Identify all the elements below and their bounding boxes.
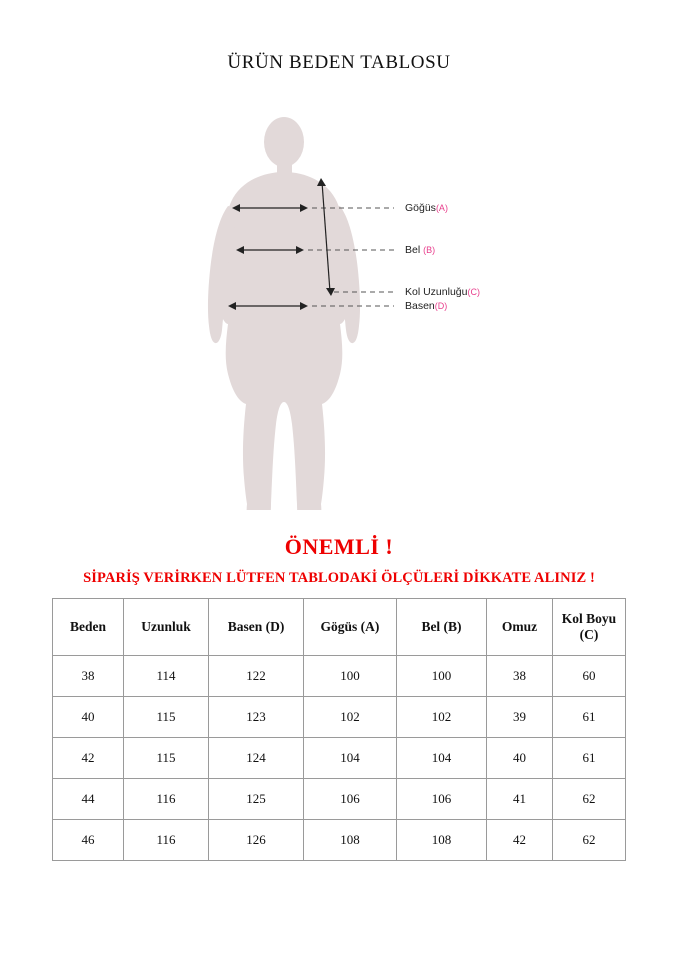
label-sleeve-length-code: (C) — [467, 287, 480, 297]
table-cell: 100 — [304, 656, 397, 697]
table-row — [53, 738, 626, 779]
label-hip — [405, 300, 447, 312]
table-cell: 40 — [487, 738, 553, 779]
table-cell: 46 — [53, 820, 124, 861]
table-cell: 115 — [124, 738, 209, 779]
table-cell: 42 — [53, 738, 124, 779]
table-cell: 102 — [397, 697, 487, 738]
table-cell: 122 — [209, 656, 304, 697]
table-cell: 123 — [209, 697, 304, 738]
page-title: ÜRÜN BEDEN TABLOSU — [227, 52, 451, 73]
table-cell: 124 — [209, 738, 304, 779]
table-cell: 38 — [53, 656, 124, 697]
table-cell: 62 — [553, 820, 626, 861]
table-cell: 41 — [487, 779, 553, 820]
table-cell: 60 — [553, 656, 626, 697]
table-cell: 104 — [304, 738, 397, 779]
table-cell: 114 — [124, 656, 209, 697]
table-cell: 61 — [553, 738, 626, 779]
size-diagram — [0, 110, 678, 510]
important-note: SİPARİŞ VERİRKEN LÜTFEN TABLODAKİ ÖLÇÜLERİ DİKKATE ALINIZ ! — [83, 570, 595, 586]
table-header-cell: Basen (D) — [209, 599, 304, 656]
table-cell: 108 — [304, 820, 397, 861]
table-row — [53, 656, 626, 697]
table-cell: 42 — [487, 820, 553, 861]
female-silhouette-icon — [0, 110, 678, 510]
table-header-cell: Gögüs (A) — [304, 599, 397, 656]
table-cell: 104 — [397, 738, 487, 779]
table-cell: 116 — [124, 820, 209, 861]
label-sleeve-length-text: Kol Uzunluğu — [405, 286, 468, 298]
table-cell: 61 — [553, 697, 626, 738]
table-cell: 44 — [53, 779, 124, 820]
label-bust — [405, 202, 448, 214]
table-row — [53, 779, 626, 820]
table-cell: 100 — [397, 656, 487, 697]
label-sleeve-length — [405, 286, 480, 298]
label-waist-code: (B) — [423, 245, 436, 255]
label-bust-code: (A) — [435, 203, 448, 213]
label-bust-text: Göğüs — [405, 202, 436, 214]
table-cell: 115 — [124, 697, 209, 738]
table-cell: 108 — [397, 820, 487, 861]
table-cell: 102 — [304, 697, 397, 738]
table-cell: 106 — [397, 779, 487, 820]
table-header-cell: Uzunluk — [124, 599, 209, 656]
important-heading: ÖNEMLİ ! — [284, 534, 394, 559]
table-header-cell: Beden — [53, 599, 124, 656]
table-cell: 125 — [209, 779, 304, 820]
table-header-row — [53, 599, 626, 656]
table-cell: 62 — [553, 779, 626, 820]
table-cell: 126 — [209, 820, 304, 861]
table-row — [53, 697, 626, 738]
table-cell: 39 — [487, 697, 553, 738]
label-hip-code: (D) — [434, 301, 448, 311]
size-table-container — [52, 598, 625, 861]
table-header-cell: Omuz — [487, 599, 553, 656]
table-cell: 106 — [304, 779, 397, 820]
table-header-cell: Bel (B) — [397, 599, 487, 656]
table-cell: 40 — [53, 697, 124, 738]
label-hip-text: Basen — [405, 300, 435, 312]
table-cell: 38 — [487, 656, 553, 697]
table-row — [53, 820, 626, 861]
table-cell: 116 — [124, 779, 209, 820]
label-waist-text: Bel — [405, 244, 421, 256]
size-table — [52, 598, 626, 861]
table-header-cell: Kol Boyu (C) — [553, 599, 626, 656]
label-waist — [405, 244, 435, 256]
